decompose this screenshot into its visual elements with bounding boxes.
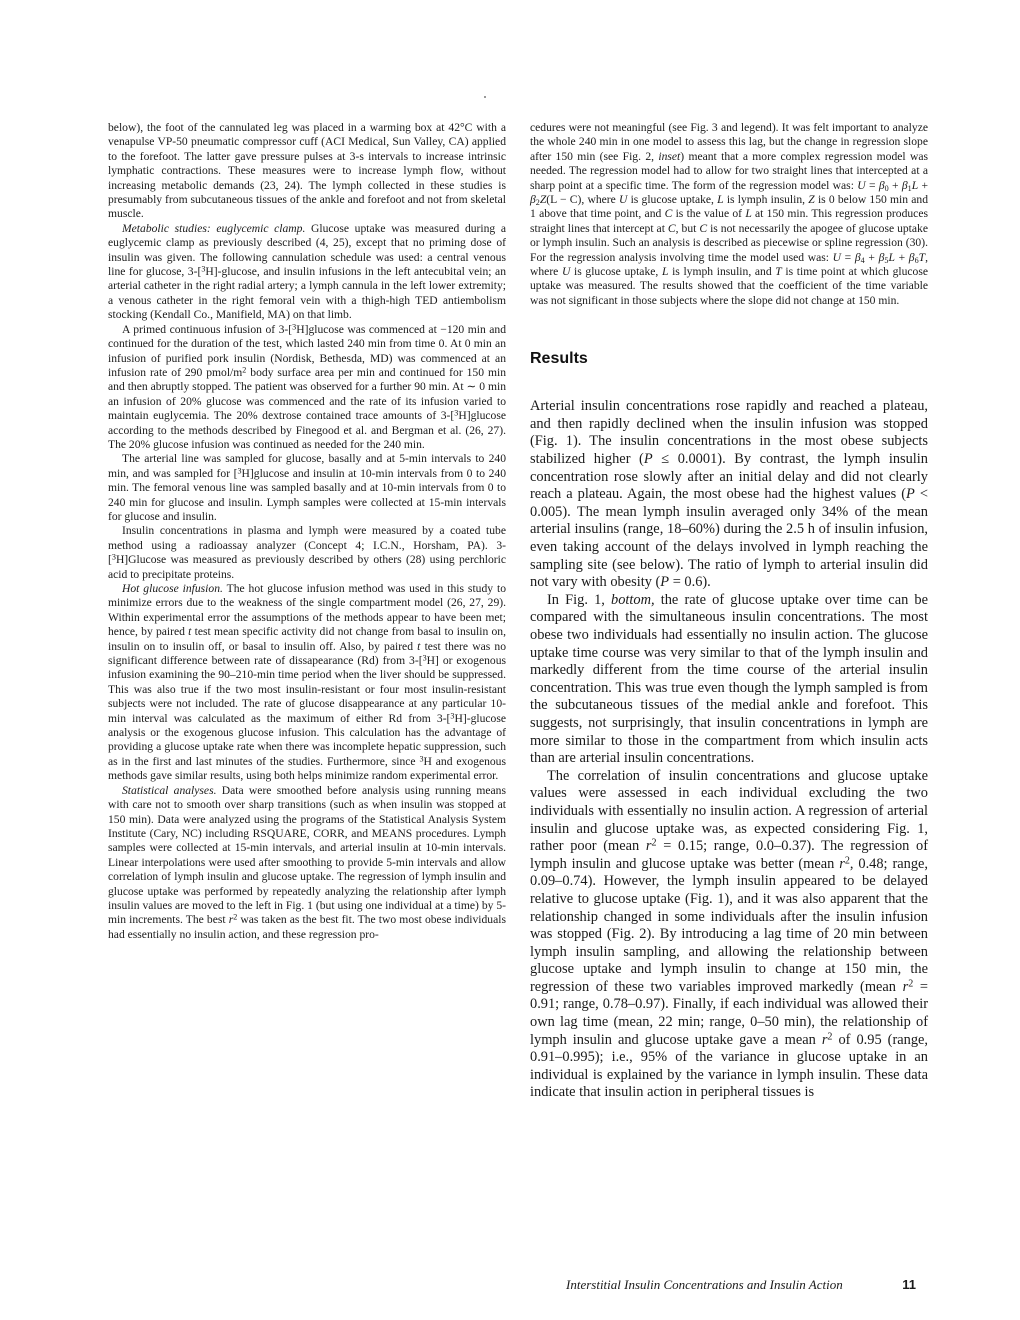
- results-heading: Results: [530, 350, 588, 368]
- paragraph: The arterial line was sampled for glucose, basally and at 5-min intervals to 240 min, and was sampled for [$^3$H]glucose and insulin at 10-min intervals from 0 to 240 min. The femoral venous line was sampled basally and at 10-min intervals from 0 to 240 min for glucose and insulin. Lymph samples were collected at 15-min intervals for glucose and insulin.: [108, 452, 506, 523]
- paragraph: below), the foot of the cannulated leg was placed in a warming box at 42°C with a venapulse VP-50 pneumatic compressor cuff (ACI Medical, Sun Valley, CA) applied to the forefoot. The latter gave pressure pulses at 3-s intervals to increase intrinsic lymphatic contractions. These measures were to increase lymph flow, without increasing metabolic demands (23, 24). The lymph collected in these studies is presumably from subcutaneous tissues of the ankle and forefoot and not from skeletal muscle.: [108, 121, 506, 221]
- left-column: [108, 121, 506, 942]
- paragraph: A primed continuous infusion of 3-[$^3$H]glucose was commenced at −120 min and continued for the duration of the test, which lasted 240 min from time 0. At 0 min an infusion of purified pork insulin (Nordisk, Bethesda, MD) was commenced at an infusion rate of 290 pmol/$m^2$ body surface area per min and continued for 150 min and then abruptly stopped. The patient was observed for a further 90 min. At ∼ 0 min an infusion of 20% glucose was commenced and the rate of its infusion varied to maintain euglycemia. The 20% dextrose contained trace amounts of 3-[$^3$H]glucose according to the methods described by Finegood et al. and Bergman et al. (26, 27). The 20% glucose infusion was continued as needed for the 240 min.: [108, 322, 507, 451]
- right-column: [530, 121, 928, 1102]
- paragraph: Insulin concentrations in plasma and lymph were measured by a coated tube method using a radioassay analyzer (Concept 4; I.C.N., Horsham, PA). 3-[$^3$H]Glucose was measured as previously described by others (28) using perchloric acid to precipitate proteins.: [108, 524, 506, 581]
- paragraph: cedures were not meaningful (see Fig. 3 and legend). It was felt important to analyze the whole 240 min in one model to assess this lag, but the change in regression slope after 150 min (see Fig. 2, inset) meant that a more complex regression model was needed. The regression model had to allow for two straight lines that intercepted at a sharp point at a specific time. The form of the regression model was: $U = \beta_0 + \beta_1L + \beta_2Z(L - C)$, where U is glucose uptake, L is lymph insulin, Z is 0 below 150 min and 1 above that time point, and C is the value of L at 150 min. This regression produces straight lines that intercept at C, but C is not necessarily the apogee of glucose uptake or lymph insulin. Such an analysis is described as piecewise or spline regression (30). For the regression analysis involving time the model used was: $U = \beta_4 + \beta_5L + \beta_6T$, where U is glucose uptake, L is lymph insulin, and T is time point at which glucose uptake was measured. The results showed that the coefficient of the time variable was not significant in those subjects where the slope did not change at 150 min.: [530, 121, 929, 307]
- subsection-heading: Metabolic studies: euglycemic clamp.: [122, 221, 306, 235]
- page-number: 11: [902, 1277, 916, 1292]
- paragraph: The correlation of insulin concentrations and glucose uptake values were assessed in each individual excluding the two individuals with essentially no insulin action. A regression of arterial insulin and glucose uptake was, as expected considering Fig. 1, rather poor (mean $r^2 = 0.15$; range, 0.0–0.37). The regression of lymph insulin and glucose uptake was better (mean $r^2$, 0.48; range, 0.09–0.74). However, the lymph insulin appeared to be delayed relative to glucose uptake (Fig. 1), and it was also apparent that the relationship changed in some individuals after the insulin infusion was stopped (Fig. 2). By introducing a lag time of 20 min between lymph insulin sampling, and allowing the relationship between glucose uptake and lymph insulin to change at 150 min, the regression of these two variables improved markedly (mean $r^2 = 0.91$; range, 0.78–0.97). Finally, if each individual was allowed their own lag time (mean, 22 min; range, 0–50 min), the relationship of lymph insulin and glucose uptake gave a mean $r^2$ of 0.95 (range, 0.91–0.995); i.e., 95% of the variance in glucose uptake in an individual is explained by the variance in lymph insulin. These data indicate that insulin action in peripheral tissues is: [530, 767, 928, 1101]
- paragraph: Statistical analyses. Data were smoothed before analysis using running means with care not to smooth over sharp transitions (such as when insulin was stopped at 150 min). Data were analyzed using the programs of the Statistical Analysis System Institute (Cary, NC) including RSQUARE, CORR, and MEANS procedures. Lymph samples were collected at 15-min intervals, and arterial insulin at 10-min intervals. Linear interpolations were used after smoothing to provide 5-min intervals and allow correlation of lymph insulin and glucose uptake. The regression of lymph insulin and glucose uptake was performed by repeatedly analyzing the relationship after lymph insulin values are moved to the left in Fig. 1 (but using one individual at a time) by 5-min increments. The best $r^2$ was taken as the best fit. The two most obese individuals had essentially no insulin action, and these regression pro-: [108, 783, 506, 941]
- paragraph: Arterial insulin concentrations rose rapidly and reached a plateau, and then rapidly declined when the insulin infusion was stopped (Fig. 1). The insulin concentrations in the most obese subjects stabilized higher (P ≤ 0.0001). By contrast, the lymph insulin concentration rose slowly after an initial delay and did not clearly reach a plateau. Again, the most obese had the highest values (P < 0.005). The mean lymph insulin averaged only 34% of the mean arterial insulins (range, 18–60%) during the 2.5 h of insulin infusion, even taking account of the delays involved in lymph reaching the sampling site (see below). The ratio of lymph to arterial insulin did not vary with obesity (P = 0.6).: [530, 398, 929, 591]
- paragraph: In Fig. 1, bottom, the rate of glucose uptake over time can be compared with the simultaneous insulin concentrations. The most obese two individuals had essentially no insulin action. The glucose uptake time course was very similar to that of the lymph insulin and markedly different from the time course of the arterial insulin concentration. This was true even though the lymph sampled is from the subcutaneous tissues of the medial ankle and forefoot. This suggests, not surprisingly, that insulin concentrations in lymph are more similar to those in the compartment from which insulin acts than are arterial insulin concentrations.: [530, 591, 928, 767]
- subsection-heading: Hot glucose infusion.: [122, 582, 223, 595]
- scan-speck: [484, 96, 486, 98]
- page-footer: [566, 1277, 916, 1293]
- subsection-heading: Statistical analyses.: [122, 783, 217, 797]
- running-title: Interstitial Insulin Concentrations and Insulin Action: [566, 1277, 843, 1292]
- paragraph: Hot glucose infusion. The hot glucose infusion method was used in this study to minimize errors due to the weakness of the single compartment model (26, 27, 29). Within experimental error the assumptions of the methods appear to have been met; hence, by paired t test mean specific activity did not change from basal to insulin on, insulin on to insulin off, or basal to insulin off. Also, by paired t test there was no significant difference between rate of dissapearance (Rd) from 3-[$^3$H] or exogenous infusion examining the 90–210-min time period when the liver should be suppressed. This was also true if the two most insulin-resistant or four most insulin-resistant subjects were not included. The rate of glucose disappearance at any particular 10-min interval was calculated as the maximum of either Rd from 3-[$^3$H]-glucose analysis or the exogenous glucose infusion. This calculation has the advantage of providing a glucose uptake rate when there was incomplete hepatic suppression, such as in the first and last minutes of the studies. Furthermore, since $^3$H and exogenous methods gave similar results, using both helps minimize random experimental error.: [108, 582, 507, 783]
- paragraph: Metabolic studies: euglycemic clamp. Glucose uptake was measured during a euglycemic clamp as previously described (4, 25), except that no priming dose of insulin was given. The following cannulation schedule was used: a central venous line for glucose, 3-[$^3$H]-glucose, and insulin infusions in the left antecubital vein; an arterial catheter in the right radial artery; a lymph cannula in the left lower extremity; a venous catheter in the right femoral vein with a thigh-high TED antiembolism stocking (Kendall Co., Manifield, MA) on that limb.: [108, 221, 506, 322]
